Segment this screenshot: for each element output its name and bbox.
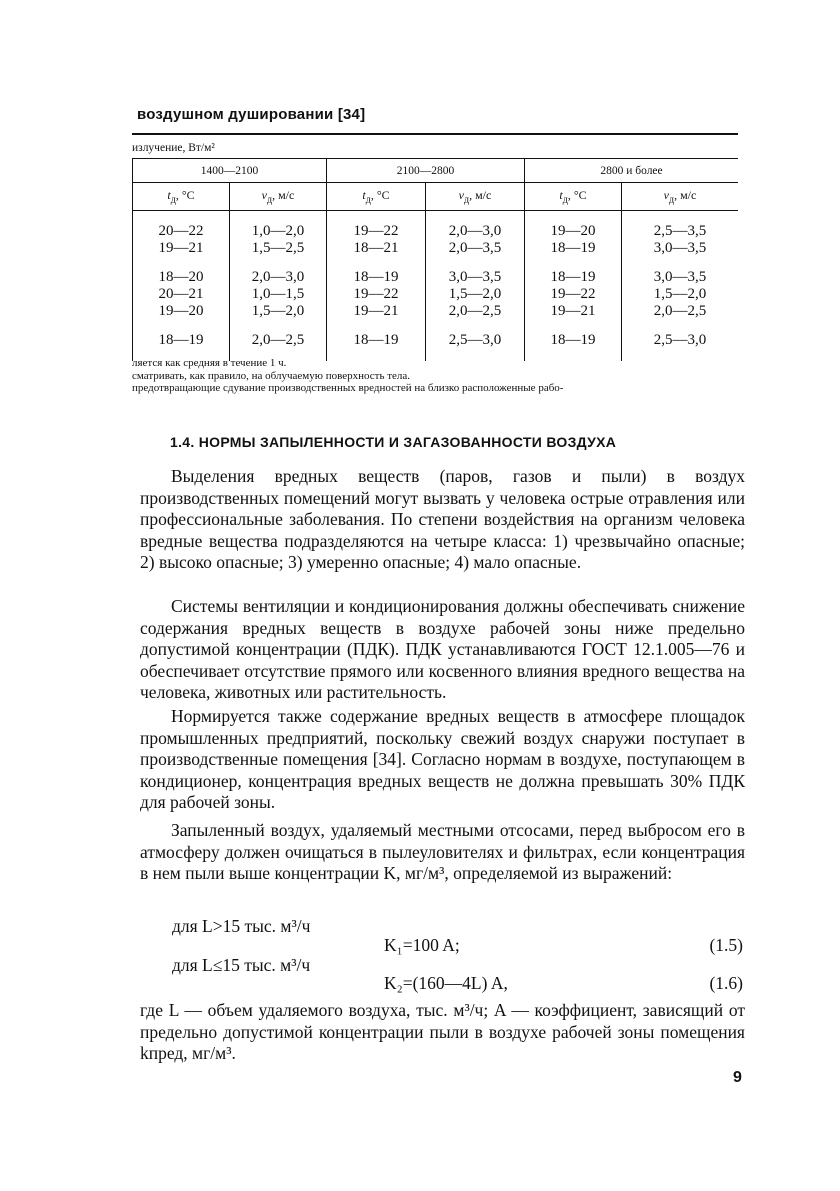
page-number: 9 [733,1069,742,1086]
cell: 18—20 [133,269,230,286]
cell: 18—19 [133,332,230,349]
table-row [133,269,739,286]
emission-label: излучение, Вт/м² [132,142,215,154]
cell: 2,0—3,0 [230,269,327,286]
cell: 18—19 [327,332,426,349]
cell: 19—21 [133,240,230,257]
cell: 20—22 [133,223,230,240]
paragraph: Нормируется также содержание вредных веществ в атмосфере площадок промышленных предприятий, поскольку свежий воздух снаружи поступает в производственные помещения [34]. Согласно нормам в воздухе, поступающем в кондиционер, концентрация вредных веществ не должна превышать 30% ПДК для рабочей зоны. [140,706,745,812]
formula-condition-2: для L≤15 тыс. м³/ч [172,955,311,975]
equation-number-1: (1.5) [709,935,743,955]
cell: 2,0—3,5 [426,240,525,257]
cell: 18—21 [327,240,426,257]
table-row [133,223,739,240]
note-line: сматривать, как правило, на облучаемую поверхность тела. [132,369,411,382]
table-row [133,240,739,257]
table-row [133,286,739,303]
cell: 18—19 [525,332,622,349]
cell: 18—19 [327,269,426,286]
cell: 19—22 [525,286,622,303]
cell: 19—21 [327,303,426,320]
cell: 1,5—2,0 [230,303,327,320]
cell: 19—21 [525,303,622,320]
formula-condition-1: для L>15 тыс. м³/ч [172,916,311,936]
cell: 1,0—1,5 [230,286,327,303]
note-line: ляется как средняя в течение 1 ч. [132,357,287,369]
t-header-3: $t_д$, °С [525,183,622,211]
cell: 2,5—3,0 [622,332,739,349]
cell: 20—21 [133,286,230,303]
paragraph: Выделения вредных веществ (паров, газов и пыли) в воздух производственных помещений могут вызвать у человека острые отравления или профессиональные заболевания. По степени воздействия на организм человека вредные вещества подразделяются на четыре класса: 1) чрезвычайно опасные; 2) высоко опасные; 3) умеренно опасные; 4) мало опасные. [140,466,745,572]
table-row [133,303,739,320]
formula-1: K₁=100 A; [384,935,460,955]
cell: 19—22 [327,286,426,303]
cell: 1,5—2,0 [426,286,525,303]
cell: 1,5—2,0 [622,286,739,303]
table-row [133,332,739,349]
paragraph: Запыленный воздух, удаляемый местными отсосами, перед выбросом его в атмосферу должен очищаться в пылеуловителях и фильтрах, если концентрация в нем пыли выше концентрации K, мг/м³, определяемой из выражений: [140,820,745,883]
v-header-1: $v_д$, м/с [230,183,327,211]
t-header-2: $t_д$, °С [327,183,426,211]
paragraph: Системы вентиляции и кондиционирования должны обеспечивать снижение содержания вредных веществ в воздухе рабочей зоны ниже предельно допустимой концентрации (ПДК). ПДК устанавливаются ГОСТ 12.1.005—76 и обеспечивает отсутствие прямого или косвенного влияния вредного вещества на человека, животных или растительность. [140,596,745,702]
v-header-2: $v_д$, м/с [426,183,525,211]
cell: 3,0—3,5 [426,269,525,286]
table-caption: воздушном душировании [34] [137,106,366,123]
group-header-2: 2100—2800 [327,159,525,183]
cell: 18—19 [525,240,622,257]
paragraph: где L — объем удаляемого воздуха, тыс. м³/ч; A — коэффициент, зависящий от предельно допустимой концентрации пыли в воздухе рабочей зоны помещения kпред, мг/м³. [140,1000,745,1063]
cell: 18—19 [525,269,622,286]
cell: 2,5—3,5 [622,223,739,240]
equation-number-2: (1.6) [709,973,743,993]
cell: 2,0—2,5 [622,303,739,320]
caption-rule [132,133,738,135]
note-line: предотвращающие сдувание производственных вредностей на близко расположенные рабо- [132,382,564,394]
formula-2: K₂=(160—4L) A, [384,973,508,993]
group-header-3: 2800 и более [525,159,739,183]
cell: 2,5—3,0 [426,332,525,349]
cell: 2,0—3,0 [426,223,525,240]
v-header-3: $v_д$, м/с [622,183,739,211]
cell: 1,5—2,5 [230,240,327,257]
section-heading: 1.4. НОРМЫ ЗАПЫЛЕННОСТИ И ЗАГАЗОВАННОСТИ ВОЗДУХА [170,434,617,450]
group-header-1: 1400—2100 [133,159,327,183]
data-table [132,158,738,361]
cell: 19—22 [327,223,426,240]
cell: 19—20 [133,303,230,320]
t-header-1: $t_д$, °С [133,183,230,211]
cell: 2,0—2,5 [230,332,327,349]
cell: 3,0—3,5 [622,240,739,257]
cell: 3,0—3,5 [622,269,739,286]
cell: 19—20 [525,223,622,240]
table-notes [132,357,563,395]
cell: 2,0—2,5 [426,303,525,320]
cell: 1,0—2,0 [230,223,327,240]
